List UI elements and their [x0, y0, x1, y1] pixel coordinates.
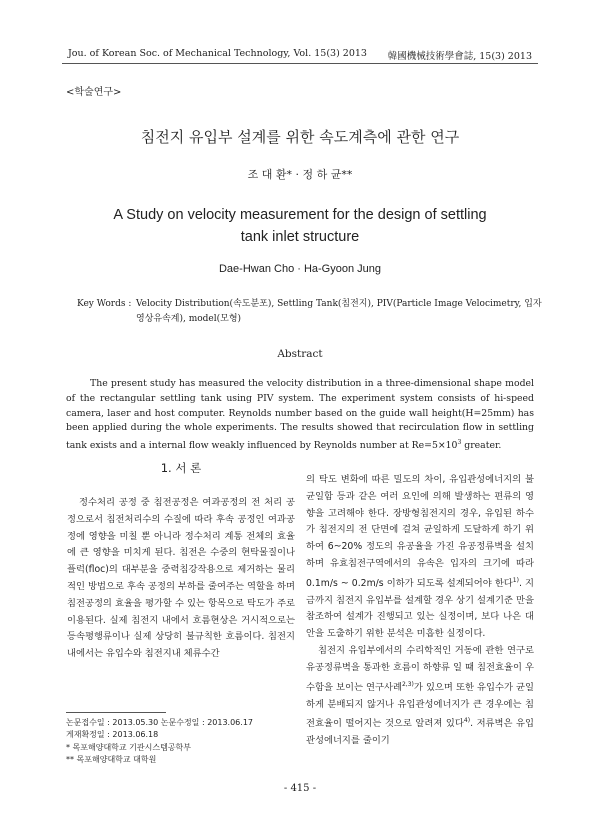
- footnote-rule: [66, 712, 166, 713]
- p3-text-a: 침전지 유입부에서의 수리학적인 거동에 관한 연구로 유공정류벽을 통과한 흐름이 하향류 일 때 침전효율이 우수함을 보이는 연구사례: [306, 645, 534, 693]
- abstract-body: The present study has measured the velocity distribution in a three-dimensional shape model of the rectangular settling tank using PIV system. The experiment system consists of hi-speed camera, laser and host computer. Reynolds number based on the guide wall height(H=25mm) has been applied during the whole experiments. The results showed that recirculation flow in settling tank exists and a internal flow weakly influenced by Reynolds number at Re=5×10: [66, 378, 534, 452]
- footnote-affiliation-1: * 목포해양대학교 기관시스템공학부: [66, 743, 192, 752]
- authors-korean: 조 대 환* · 정 하 균**: [247, 168, 353, 181]
- p2-text-b: . 지금까지 침전지 유입부를 설계할 경우 상기 설계기준 만을 참조하여 설계가 진행되고 있는 실정이며, 보다 나은 대안을 도출하기 위한 분석은 미흡한 실정이다.: [306, 577, 534, 640]
- section-tag: <학술연구>: [66, 87, 122, 98]
- p2-text-a: 의 탁도 변화에 따른 밀도의 차이, 유입관성에너지의 불균일함 등과 같은 여러 요인에 의해 발생하는 편류의 영향을 고려해야 한다. 장방형침전지의 경우, 유입된 하수가 침전지의 전 단면에 걸쳐 균일하게 도달하게 하기 위하여 6~20% 정도의 유공율을 가진 유공정류벽을 설치하며 유효침전구역에서의 유속은 입자의 크기에 따라 0.1m/s ~ 0.2m/s 이하가 되도록 설계되어야 한다: [306, 474, 534, 589]
- keywords-value: Velocity Distribution(속도분포), Settling Tank(침전지), PIV(Particle Image Velocimetry, 입자영상유속계), model(모형): [136, 299, 542, 324]
- right-column: [306, 472, 534, 750]
- abstract-heading: Abstract: [277, 348, 323, 360]
- journal-header-en: Jou. of Korean Soc. of Mechanical Technology, Vol. 15(3) 2013: [68, 48, 367, 59]
- ref-2-3: 2,3): [401, 680, 414, 688]
- page-number: - 415 -: [283, 783, 317, 794]
- intro-paragraph-3: [306, 643, 534, 750]
- footnote-accepted: 게재확정일 : 2013.06.18: [66, 730, 159, 739]
- header-rule: [62, 63, 538, 64]
- abstract-end: greater.: [461, 440, 502, 452]
- p3-text-b: 가 있으며 또한 유입수가 균일하게 분배되지 않거나 유입관성에너지가 큰 경우에는 침전효율이 떨어지는 것으로 알려져 있다: [306, 681, 534, 730]
- abstract-text: [66, 377, 534, 454]
- intro-paragraph-2: [306, 472, 534, 643]
- abstract-exponent: 3: [457, 439, 462, 447]
- p3-text-c: . 저류벽은 유입관성에너지를 줄이기: [306, 718, 534, 747]
- journal-header-ko: 韓國機械技術學會誌, 15(3) 2013: [387, 51, 532, 62]
- title-korean: 침전지 유입부 설계를 위한 속도계측에 관한 연구: [140, 128, 460, 146]
- authors-english: Dae-Hwan Cho · Ha-Gyoon Jung: [218, 263, 382, 275]
- section-1-title: 1. 서 론: [160, 461, 202, 475]
- intro-paragraph-1: 정수처리 공정 중 침전공정은 여과공정의 전 처리 공정으로서 침전처리수의 수질에 따라 후속 공정인 여과공정에 영향을 미칠 뿐 아니라 정수처리 계통 전체의 효율에 큰 영향을 미치게 된다. 침전은 수중의 현탁물질이나 플럭(floc)의 대부분을 중력침강작용으로 제거하는 물리적인 방법으로 후속 공정의 부하를 줄여주는 역할을 하며 침전공정의 효율을 평가할 수 있는 항목으로 탁도가 주로 이용된다. 실제 침전지 내에서 흐름현상은 거시적으로는 등속평행류이나 실제 상당히 불규칙한 흐름이다. 침전지 내에서는 유입수와 침전지내 체류수간: [67, 497, 295, 660]
- keywords-label: Key Words :: [77, 299, 132, 309]
- left-column: [67, 495, 295, 663]
- title-english: A Study on velocity measurement for the design of settling tank inlet structure: [113, 207, 487, 245]
- keywords: [77, 297, 547, 327]
- ref-1: 1): [512, 576, 519, 584]
- footnote-affiliation-2: ** 목포해양대학교 대학원: [66, 755, 157, 764]
- footnote-received: 논문접수일 : 2013.05.30 논문수정일 : 2013.06.17: [66, 718, 253, 727]
- ref-4: 4): [463, 717, 471, 725]
